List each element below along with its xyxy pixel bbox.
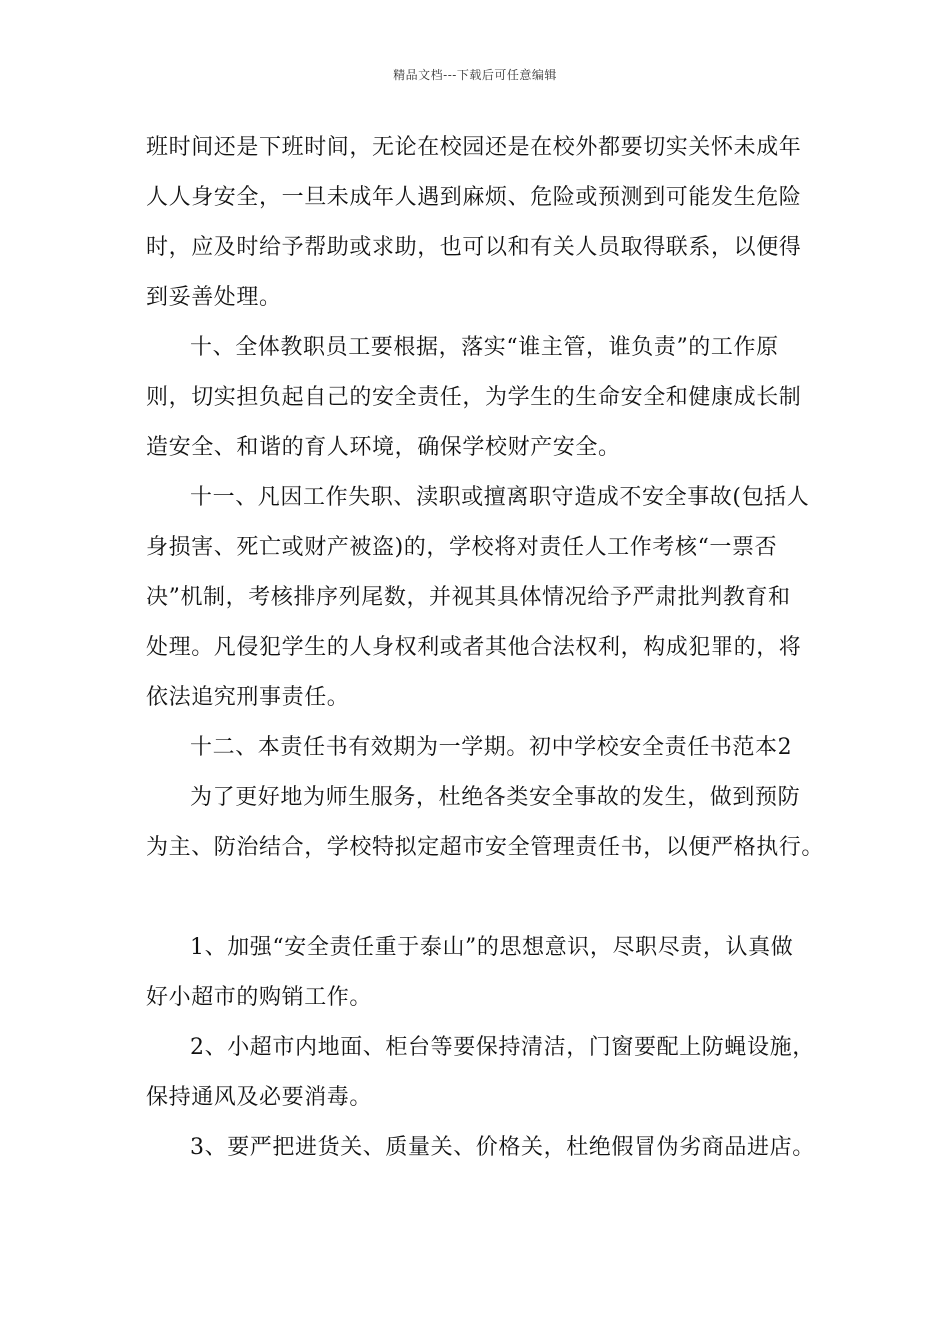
text-line: 2、小超市内地面、柜台等要保持清洁，门窗要配上防蝇设施，: [190, 1035, 815, 1060]
text-line: 人人身安全，一旦未成年人遇到麻烦、危险或预测到可能发生危险: [146, 185, 802, 210]
text-line: 保持通风及必要消毒。: [146, 1085, 373, 1110]
text-line: 则，切实担负起自己的安全责任，为学生的生命安全和健康成长制: [146, 385, 802, 410]
text-line: 身损害、死亡或财产被盗)的，学校将对责任人工作考核“一票否: [146, 535, 778, 560]
text-line: 1、加强“安全责任重于泰山”的思想意识，尽职尽责，认真做: [190, 935, 794, 960]
text-line: 依法追究刑事责任。: [146, 685, 350, 710]
page-header: 精品文档---下载后可任意编辑: [393, 68, 557, 82]
text-line: 好小超市的购销工作。: [146, 985, 373, 1010]
text-line: 为主、防治结合，学校特拟定超市安全管理责任书，以便严格执行。: [146, 835, 825, 860]
text-line: 决”机制，考核排序列尾数，并视其具体情况给予严肃批判教育和: [146, 585, 791, 610]
text-line: 3、要严把进货关、质量关、价格关，杜绝假冒伪劣商品进店。: [190, 1135, 815, 1160]
text-line: 十一、凡因工作失职、渎职或擅离职守造成不安全事故(包括人: [190, 485, 810, 510]
text-line: 班时间还是下班时间，无论在校园还是在校外都要切实关怀未成年: [146, 135, 802, 160]
text-line: 到妥善处理。: [146, 285, 282, 310]
text-line: 造安全、和谐的育人环境，确保学校财产安全。: [146, 435, 621, 460]
text-line: 十二、本责任书有效期为一学期。初中学校安全责任书范本2: [190, 735, 793, 760]
text-line: 为了更好地为师生服务，杜绝各类安全事故的发生，做到预防: [190, 785, 801, 810]
text-line: 十、全体教职员工要根据，落实“谁主管，谁负责”的工作原: [190, 335, 779, 360]
text-line: 处理。凡侵犯学生的人身权利或者其他合法权利，构成犯罪的，将: [146, 635, 802, 660]
text-line: 时，应及时给予帮助或求助，也可以和有关人员取得联系，以便得: [146, 235, 802, 260]
